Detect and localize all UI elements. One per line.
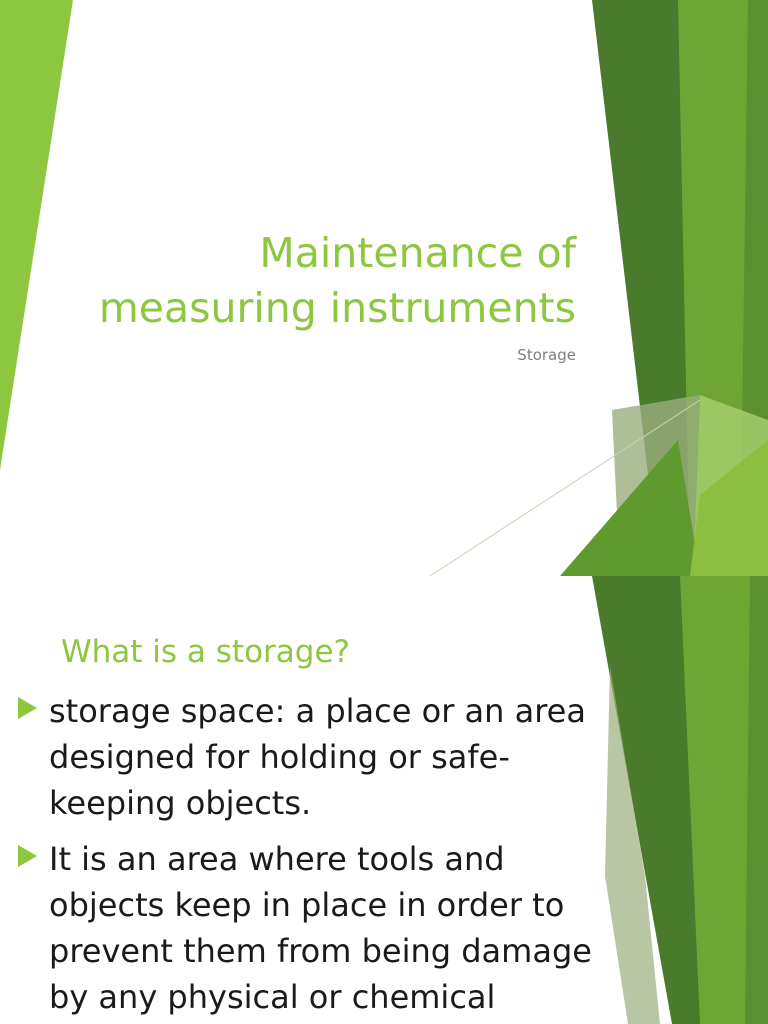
triangle-bullet-icon bbox=[18, 845, 37, 867]
bullet-text: It is an area where tools and objects keep in place in order to prevent them from being damage by any physical or chemical bbox=[49, 840, 592, 1016]
bullet-list bbox=[18, 688, 628, 1024]
list-item bbox=[18, 836, 628, 1020]
slide-heading: What is a storage? bbox=[61, 634, 350, 670]
slide-2 bbox=[0, 576, 768, 1024]
slide-subtitle: Storage bbox=[517, 346, 576, 364]
slide-title: Maintenance of measuring instruments bbox=[98, 229, 576, 332]
bullet-text: storage space: a place or an area designed for holding or safe-keeping objects. bbox=[49, 692, 586, 822]
list-item bbox=[18, 688, 628, 826]
triangle-bullet-icon bbox=[18, 697, 37, 719]
